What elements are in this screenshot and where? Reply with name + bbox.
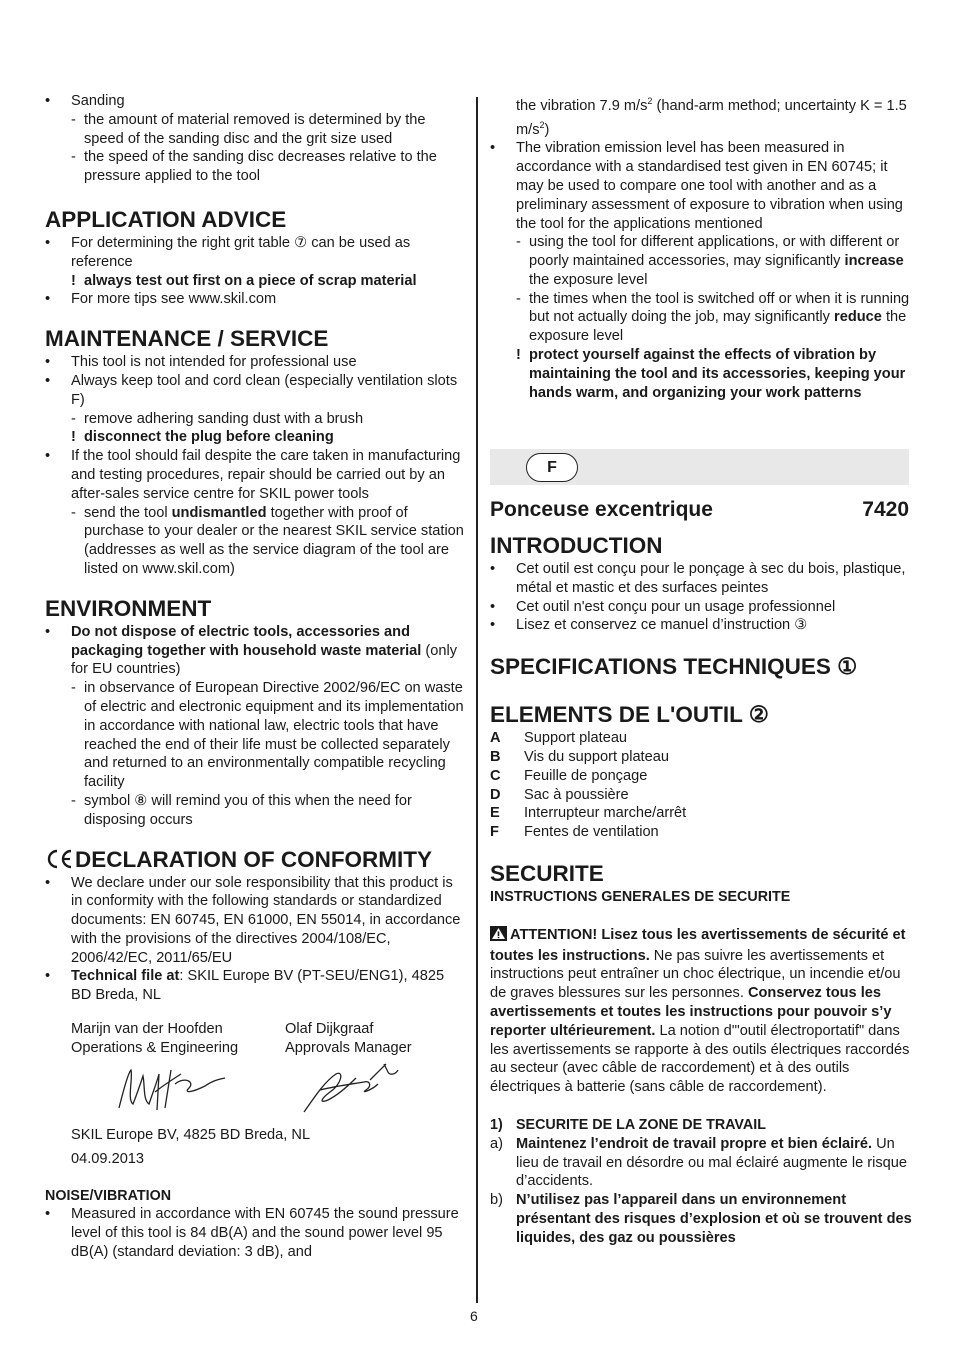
column-divider: [476, 97, 478, 1303]
list-item: • The vibration emission level has been measured in accordance with a standardised test given in EN 60745; it may be used to compare one tool with another and as a preliminary assessment of exposure to vibration when using the tool for the applications mentioned: [490, 139, 912, 233]
specifications-heading: SPECIFICATIONS TECHNIQUES ①: [490, 654, 858, 680]
signer-1: Marijn van der Hoofden Operations & Engineering: [71, 1021, 239, 1056]
warning-triangle-icon: [490, 926, 507, 947]
warning-item: ! protect yourself against the effects of vibration by maintaining the tool and its accessories, keeping your hands warm, and organizing your work patterns: [490, 346, 912, 402]
attention-paragraph: ATTENTION! Lisez tous les avertissements de sécurité et toutes les instructions. Ne pas suivre les avertissements et instructions peut entraîner un choc électrique, un incendie et/ou de graves blessures sur les personnes. Conservez tous les avertissements et toutes les instructions pour pouvoir s’y reporter ultérieurement. La notion d'"outil électroportatif" dans les avertissements se rapporte à des outils électriques raccordés au secteur (avec câble de raccordement) et à des outils électriques à batterie (sans câble de raccordement).: [490, 926, 910, 1096]
list-item: - in observance of European Directive 2002/96/EC on waste of electric and electronic equipment and its implementation in accordance with national law, electric tools that have reached the end of their life must be collected separately and returned to an environmentally compatible recycling facility: [45, 679, 467, 792]
list-item: D Sac à poussière: [490, 786, 629, 803]
list-item: • Cet outil n'est conçu pour un usage professionnel: [490, 598, 912, 617]
application-advice-heading: APPLICATION ADVICE: [45, 206, 287, 232]
list-item: • Always keep tool and cord clean (especially ventilation slots F): [45, 372, 467, 410]
list-item: - using the tool for different applications, or with different or poorly maintained accessories, may significantly increase the exposure level: [490, 233, 912, 289]
signers: [45, 1020, 467, 1060]
list-item: - remove adhering sanding dust with a brush: [45, 410, 467, 429]
list-item: • Do not dispose of electric tools, accessories and packaging together with household waste material (only for EU countries): [45, 623, 467, 679]
list-item: - the times when the tool is switched off or when it is running but not actually doing the job, may significantly reduce the exposure level: [490, 290, 912, 346]
list-item: • Measured in accordance with EN 60745 the sound pressure level of this tool is 84 dB(A) and the sound power level 95 dB(A) (standard deviation: 3 dB), and: [45, 1205, 467, 1261]
ce-mark-icon: [45, 846, 75, 874]
product-code: 7420: [862, 498, 909, 521]
warning-item: ! always test out first on a piece of scrap material: [45, 272, 467, 291]
list-item: • For determining the right grit table ⑦ can be used as reference: [45, 234, 467, 272]
list-item: F Fentes de ventilation: [490, 824, 659, 841]
page-number: 6: [470, 1308, 478, 1324]
product-name: Ponceuse excentrique: [490, 498, 713, 521]
list-item: A Support plateau: [490, 730, 628, 747]
list-item: • If the tool should fail despite the care taken in manufacturing and testing procedures, repair should be carried out by an after-sales service centre for SKIL power tools: [45, 447, 467, 503]
list-item: • Sanding: [45, 92, 467, 111]
list-item: - send the tool undismantled together with proof of purchase to your dealer or the nearest SKIL service station (addresses as well as the service diagram of the tool are listed on www.skil.com): [45, 504, 467, 579]
signatures: [45, 1060, 467, 1126]
signature-1-image: [115, 1064, 235, 1116]
declaration-heading: DECLARATION OF CONFORMITY: [45, 846, 467, 874]
list-item: C Feuille de ponçage: [490, 767, 648, 784]
list-item: - the amount of material removed is determined by the speed of the sanding disc and the grit size used: [45, 111, 467, 149]
language-bar: [490, 449, 909, 485]
elements-heading: ELEMENTS DE L'OUTIL ②: [490, 702, 769, 728]
list-item: - the speed of the sanding disc decreases relative to the pressure applied to the tool: [45, 148, 467, 186]
vibration-continuation: the vibration 7.9 $m/s^2$ (hand-arm method; uncertainty K = 1.5 $m/s^2$): [516, 96, 907, 138]
language-badge: F: [526, 453, 578, 482]
product-title-row: [490, 496, 912, 524]
list-item: • Lisez et conservez ce manuel d’instruction ③: [490, 616, 912, 635]
environment-heading: ENVIRONMENT: [45, 595, 212, 621]
work-area-heading: 1) SECURITE DE LA ZONE DE TRAVAIL: [490, 1116, 766, 1133]
introduction-heading: INTRODUCTION: [490, 533, 663, 558]
list-item: • Cet outil est conçu pour le ponçage à sec du bois, plastique, métal et mastic et des surfaces peintes: [490, 560, 912, 598]
maintenance-heading: MAINTENANCE / SERVICE: [45, 326, 329, 352]
list-item: E Interrupteur marche/arrêt: [490, 805, 687, 822]
list-item: a) Maintenez l’endroit de travail propre et bien éclairé. Un lieu de travail en désordre ou mal éclairé augmente le risque d’accidents.: [490, 1135, 908, 1190]
list-item: • For more tips see www.skil.com: [45, 290, 467, 309]
signature-2-image: [300, 1060, 400, 1120]
elements-list: [490, 729, 912, 842]
list-item: B Vis du support plateau: [490, 748, 669, 765]
noise-heading: NOISE/VIBRATION: [45, 1187, 172, 1204]
right-column-top: [490, 92, 912, 402]
general-safety-heading: INSTRUCTIONS GENERALES DE SECURITE: [490, 888, 791, 905]
list-item: - symbol ⑧ will remind you of this when the need for disposing occurs: [45, 792, 467, 830]
right-column-french: [490, 496, 912, 1248]
left-column: [45, 92, 467, 1262]
declaration-date: 04.09.2013: [71, 1150, 145, 1167]
list-item: • We declare under our sole responsibility that this product is in conformity with the following standards or standardized documents: EN 60745, EN 61000, EN 55014, in accordance with the provisions of the directives 2004/108/EC, 2006/42/EC, 2011/65/EU: [45, 874, 467, 968]
list-item: • This tool is not intended for professional use: [45, 353, 467, 372]
list-item: • Technical file at: SKIL Europe BV (PT-SEU/ENG1), 4825 BD Breda, NL: [45, 967, 467, 1005]
warning-item: ! disconnect the plug before cleaning: [45, 428, 467, 447]
list-item: b) N’utilisez pas l’appareil dans un environnement présentant des risques d’explosion et où se trouvent des liquides, des gaz ou poussières: [490, 1192, 912, 1246]
securite-heading: SECURITE: [490, 860, 604, 886]
company-address: SKIL Europe BV, 4825 BD Breda, NL: [71, 1127, 311, 1144]
signer-2: Olaf Dijkgraaf Approvals Manager: [285, 1021, 412, 1056]
